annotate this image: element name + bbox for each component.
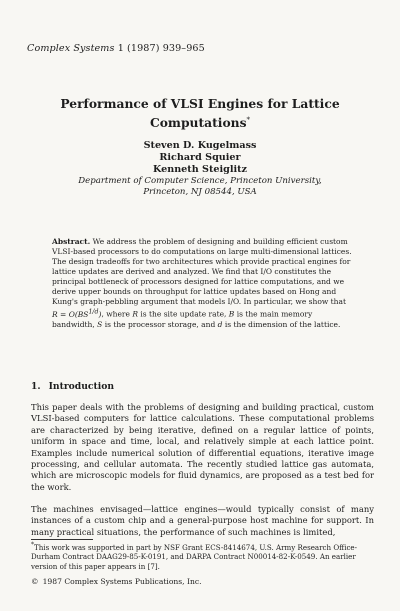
footnote-text: This work was supported in part by NSF Grant ECS-8414674, U.S. Army Research Office-Durham Contract DAAG29-85-K-0191, and DARPA Contract N00014-82-K-0549. An earlier version of this paper appears in [7]. (31, 543, 358, 571)
abstract-text: We address the problem of designing and building efficient custom VLSI-based processors to do computations on large multi-dimensional lattices. The design tradeoffs for two architectures which provide practical engines for lattice updates are derived and analyzed. We find that I/O constitutes the principal bottleneck of processors designed for lattice computations, and we derive upper bounds on throughput for lattice updates based on Hong and Kung's graph-pebbling argument that models I/O. In particular, we show that (52, 237, 352, 306)
copyright-text: 1987 Complex Systems Publications, Inc. (42, 577, 202, 586)
footnote (31, 543, 374, 571)
title-footnote-mark: * (246, 116, 251, 124)
abstract: Abstract. We address the problem of designing and building efficient custom VLSI-based processors to do computations on large multi-dimensional lattices. The design tradeoffs for two architectures which provide practical engines for lattice updates are derived and analyzed. We find that I/O constitutes the principal bottleneck of processors designed for lattice computations, and we derive upper bounds on throughput for lattice updates based on Hong and Kung's graph-pebbling argument that models I/O. In particular, we show that $R = O(BS^{1/d})$, where R is the site update rate, B is the main memory bandwidth, S is the processor storage, and d is the dimension of the lattice. (52, 237, 352, 329)
author-name: Richard Squier (159, 152, 241, 163)
author-name: Kenneth Steiglitz (152, 164, 248, 175)
copyright-notice (31, 577, 202, 586)
journal-details: 1 (1987) 939–965 (117, 43, 205, 54)
author-name: Steven D. Kugelmass (143, 140, 257, 151)
copyright-symbol: © (31, 577, 39, 586)
section-title: Introduction (48, 381, 115, 392)
paper-title (40, 96, 360, 131)
title-line-1: Performance of VLSI Engines for Lattice (60, 96, 340, 111)
author-list (40, 140, 360, 176)
journal-header (27, 43, 205, 54)
section-heading (31, 381, 114, 392)
footnote-mark: * (31, 541, 34, 549)
abstract-formula: $R = O(BS^{1/d})$ (52, 308, 102, 319)
affiliation (40, 176, 360, 199)
body-paragraph-2: The machines envisaged—lattice engines—would typically consist of many instances of a custom chip and a general-purpose host machine for support. In many practical situations, the performance of such machines is limited, (31, 504, 374, 537)
footnote-divider (31, 539, 93, 540)
title-line-2: Computations (149, 115, 247, 131)
body-paragraph-1: This paper deals with the problems of designing and building practical, custom VLSI-based computers for lattice calculations. These computational problems are characterized by being iterative, defined on a regular lattice of points, uniform in space and time, local, and relatively simple at each lattice point. Examples include numerical solution of differential equations, iterative image processing, and cellular automata. The recently studied lattice gas automata, which are microscopic models for fluid dynamics, are proposed as a test bed for the work. (31, 402, 374, 492)
abstract-label: Abstract. (52, 237, 91, 246)
affiliation-line-2: Princeton, NJ 08544, USA (143, 187, 257, 198)
journal-name: Complex Systems (27, 43, 115, 54)
affiliation-line-1: Department of Computer Science, Princeton University, (78, 176, 322, 186)
var-r: R (132, 309, 138, 319)
var-s: S (97, 319, 103, 329)
section-number: 1. (31, 381, 41, 392)
var-d: d (217, 319, 223, 329)
var-b: B (228, 309, 235, 319)
